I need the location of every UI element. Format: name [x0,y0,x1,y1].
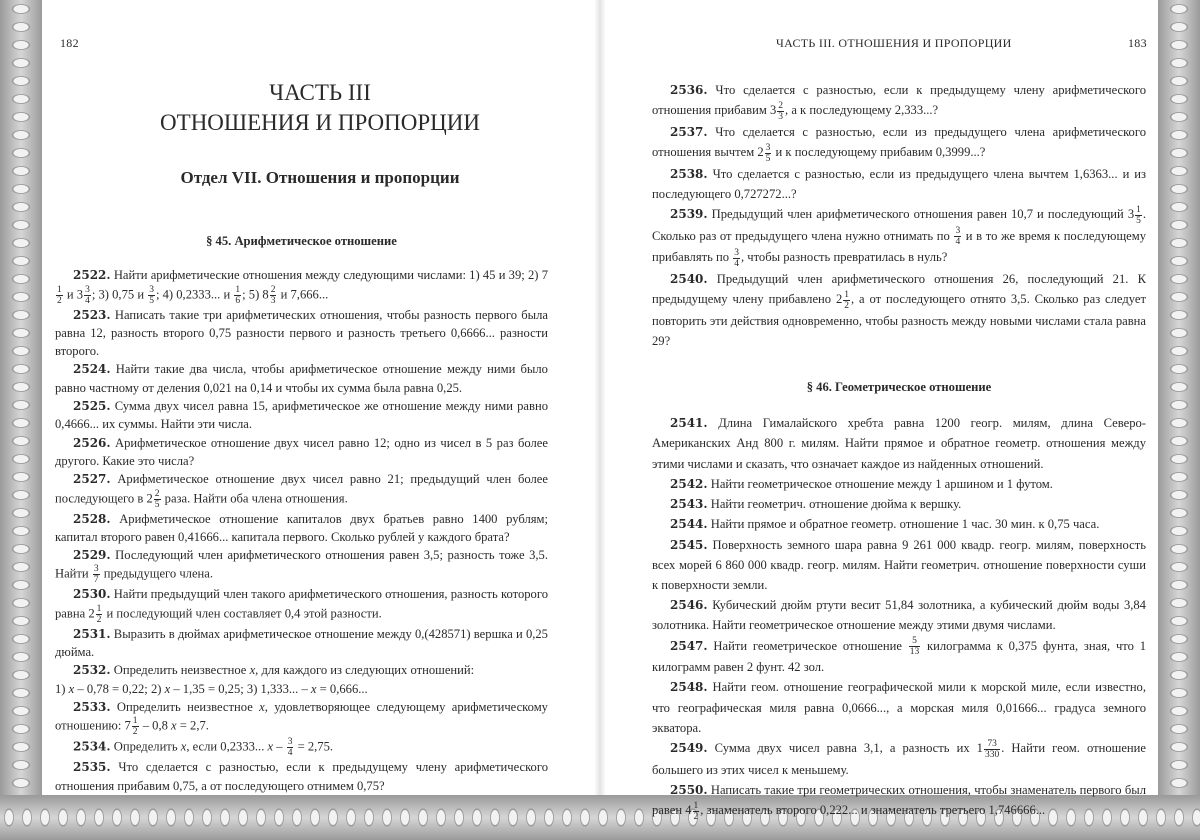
section-heading: § 45. Арифметическое отношение [206,234,397,248]
problem-number: 2538. [670,166,708,181]
problem-text: . Сколько раз от предыдущего члена нужно отнимать по [652,207,1147,243]
problem-text: , если 0,2333... [186,739,268,754]
problem-text: раза. Найти оба члена отношения. [161,490,348,505]
problem-text: – 0,8 [139,718,172,733]
problem [652,164,1146,204]
problem-text: Арифметическое отношение капиталов двух братьев равно 1400 рублям; капитал второго равен 0,41666... капитала первого. Сколько рублей у каждого брата? [55,511,548,544]
problem-number: 2537. [670,124,708,139]
problem [652,514,1146,534]
fraction-whole: 2 [88,606,95,621]
problem-text: Арифметическое отношение двух чисел равно 21; предыдущий член более последующего в [55,472,548,505]
problem [652,413,1146,474]
problem-text: Поверхность земного шара равна 9 261 000 квадр. геогр. милям, поверхность всех морей 6 860 000 квадр. геогр. милям. Найти геометрич. отношение поверхности суши к поверхности земли. [652,537,1146,592]
fraction-denominator: 5 [149,295,154,306]
fraction-numerator: 3 [93,564,99,575]
problem-text: – [273,739,286,754]
part-title: ЧАСТЬ III [269,80,371,105]
fraction-whole: 7 [124,718,131,733]
problem [55,625,548,662]
fraction-numerator: 3 [734,247,739,258]
right-text-column [652,80,1146,822]
fraction [270,285,277,306]
problem [652,535,1146,596]
section-heading: § 46. Геометрическое отношение [806,380,992,395]
problem-number: 2540. [670,271,708,286]
problem-number: 2546. [670,598,708,613]
fraction [84,285,91,306]
problem-number: 2547. [670,638,708,653]
fraction [1135,205,1142,226]
problem-number: 2525. [73,399,111,414]
fraction-numerator: 2 [270,284,276,295]
problem-text: килограмма к 0,375 фунта, зная, что 1 килограмм равен 2 фунт. 42 зол. [652,638,1147,675]
part-subtitle: ОТНОШЕНИЯ И ПРОПОРЦИИ [160,110,480,135]
fraction-denominator: 5 [154,499,160,510]
problem-text: Сумма двух чисел равна 15, арифметическое же отношение между ними равно 0,4666... их суммы. Найти эти числа. [55,399,548,432]
problem-text: , удовлетворяющее следующему арифметическому отношению: [55,699,548,733]
problem [652,80,1146,122]
problem-text: Длина Гималайского хребта равна 1200 геогр. милям, длина Северо-Американских Анд 800 г. милям. Найти прямое и обратное геометр. отношения между этими числами и сказать, что означает каждое из найденных отношений. [652,416,1146,471]
problem-text: и к последующему прибавим 0,3999...? [772,145,986,160]
problem-number: 2550. [670,782,708,797]
variable: x [259,699,265,714]
fraction-numerator: 3 [765,142,771,153]
fraction-whole: 3 [1127,207,1135,222]
problem-text: = 2,7. [176,718,209,733]
fraction-numerator: 1 [1136,204,1141,215]
division-title: Отдел VII. Отношения и пропорции [180,168,460,187]
fraction-denominator: 330 [984,749,1000,760]
problem-text: Кубический дюйм ртути весит 51,84 золотника, а кубический дюйм воды 3,84 золотника. Найти геометрическое отношение между этими двумя числами. [652,598,1146,633]
problem-number: 2528. [73,511,111,526]
fraction-denominator: 2 [96,614,102,625]
problem-number: 2530. [73,587,111,602]
fraction [909,636,921,657]
variable: x [180,739,187,754]
problem [55,546,548,585]
problem-number: 2536. [670,83,708,97]
fraction [154,489,161,510]
fraction [777,101,784,122]
problem-text: , а от последующего отнято 3,5. Сколько раз следует повторить эти действия одновременно, чтобы разность между новыми числами стала равна 29? [652,292,1146,348]
fraction [56,285,63,306]
fraction [733,248,740,269]
fraction-whole: 1 [976,740,983,755]
problem [652,494,1146,514]
problem-text: предыдущего члена. [100,566,214,581]
fraction-numerator: 1 [96,603,102,614]
problem-text: Написать такие три арифметических отношения, чтобы разность первого была равна 12, разность второго 0,75 разности первого и разность третьего 0,6666... разности второго. [55,307,549,359]
problem-text: Написать такие три геометрических отношения, чтобы знаменатель первого был равен [652,782,1146,817]
problem [55,758,548,795]
problem-number: 2545. [670,537,708,552]
fraction [93,564,100,585]
problem-text: Найти предыдущий член такого арифметического отношения, разность которого равна [55,587,548,621]
problem-number: 2543. [670,497,708,512]
page-number-right: 183 [1128,36,1147,50]
fraction [96,604,103,625]
problem [55,470,548,509]
problem-number: 2544. [670,517,708,532]
problem-text: – 0,78 = 0,22; 2) [74,681,165,696]
fraction-denominator: 13 [909,647,920,658]
decorative-border-right [1158,0,1200,840]
fraction-denominator: 2 [132,727,138,738]
problem-number: 2533. [73,699,111,714]
problem [652,474,1146,494]
problem-text: Определить неизвестное [116,699,260,714]
fraction-denominator: 2 [693,811,699,822]
fraction-denominator: 4 [85,295,90,306]
problem [55,661,548,698]
fraction-whole: 3 [769,103,777,118]
problem-number: 2529. [73,548,111,563]
decorative-border-left [0,0,42,840]
problem-number: 2532. [73,663,111,678]
problem [652,738,1146,780]
problem [55,397,548,434]
fraction-denominator: 2 [844,300,850,311]
problem-text: Определить неизвестное [113,663,250,678]
fraction-denominator: 5 [765,153,771,164]
fraction-whole: 7 [541,268,548,283]
problem-text: Что сделается с разностью, если к предыдущему члену арифметического отношения прибавим 0,75, а от последующего отнимем 0,75? [55,760,548,793]
problem [55,306,548,361]
fraction-numerator: 73 [984,739,1000,750]
problem-text: = 0,666... [316,681,368,696]
fraction-denominator: 4 [955,237,961,248]
problem-text: ; 4) 0,2333... и [155,286,234,301]
problem-text: – 1,35 = 0,25; 3) 1,333... – [170,681,311,696]
fraction-denominator: 3 [778,111,784,122]
problem-number: 2542. [670,476,708,491]
problem-text: , для каждого из следующих отношений: [255,663,475,678]
problem-text: Что сделается с разностью, если к предыдущему члену арифметического отношения прибавим [652,83,1146,118]
problem-text: , знаменатель второго 0,222... и знаменатель третьего 1,746666... [700,802,1046,817]
problem-text: ; 5) [242,286,263,301]
fraction-numerator: 1 [693,800,699,811]
fraction [693,801,700,822]
problem-text: Найти геом. отношение географической мили к морской миле, если известно, что географическая миля равна 0,0666..., а морская миля 0,01666... градуса земного экватора. [652,680,1147,735]
problem-number: 2534. [73,739,111,754]
problem-text: Найти геометрич. отношение дюйма к вершку. [710,497,962,512]
problem-number: 2539. [670,207,708,222]
fraction-whole: 3 [76,286,84,301]
problem-text: Что сделается с разностью, если из предыдущего члена вычтем 1,6363... и из последующего 0,727272...? [652,166,1146,201]
fraction-numerator: 3 [149,284,154,295]
problem-text: и [63,286,77,301]
problem [652,636,1146,678]
variable: x [164,681,171,696]
problem-text: и в то же время к последующему прибавлять по [652,228,1147,265]
problem-number: 2541. [670,416,708,431]
problem-text: Найти такие два числа, чтобы арифметическое отношение между ними было равно частному от деления 0,021 на 0,14 и чтобы их сумма была равна 0,25. [55,362,548,395]
problem-number: 2523. [73,307,111,322]
fraction-numerator: 2 [778,100,784,111]
problem [55,510,548,547]
problem-text: Предыдущий член арифметического отношения 26, последующий 21. К предыдущему члену прибавлено [652,271,1146,307]
problem [55,585,548,624]
fraction [234,285,241,306]
problem-number: 2524. [73,362,111,377]
fraction [148,285,155,306]
problem-text: Определить [113,739,181,754]
problem [55,266,548,305]
fraction [843,290,850,311]
fraction-numerator: 5 [909,636,921,647]
problem [652,204,1146,269]
problem-number: 2527. [73,472,111,487]
problem-text: Сумма двух чисел равна 3,1, а разность их [714,740,977,755]
problem-text: . Найти геом. отношение большего из этих чисел к меньшему. [652,740,1146,777]
fraction-denominator: 4 [734,258,739,269]
problem [652,595,1146,635]
fraction-whole: 2 [146,490,153,505]
problem-text: Найти геометрическое отношение [713,638,908,653]
left-text-column [55,232,548,795]
page-number-left: 182 [60,36,79,50]
problem [55,698,548,737]
problem [652,269,1146,351]
problem-text: Арифметическое отношение двух чисел равно 12; одно из чисел в 5 раз более другого. Какие это числа? [55,435,548,468]
fraction-numerator: 1 [235,284,241,295]
fraction-numerator: 1 [132,716,138,727]
problem [55,360,548,397]
fraction [954,226,961,247]
fraction-denominator: 6 [235,295,241,306]
fraction-denominator: 5 [1136,215,1141,226]
problem-text: Найти геометрическое отношение между 1 аршином и 1 футом. [710,476,1053,491]
problem [55,737,548,758]
problem-text: Что сделается с разностью, если из предыдущего члена арифметического отношения вычтем [652,124,1146,160]
problem-number: 2522. [73,268,111,283]
fraction-whole: 8 [262,286,269,301]
fraction-whole: 4 [685,802,692,817]
fraction-denominator: 3 [270,295,276,306]
problem-text: и 7,666... [277,286,329,301]
fraction-whole: 2 [835,292,843,307]
problem-text: Найти прямое и обратное геометр. отношение 1 час. 30 мин. к 0,75 часа. [710,517,1100,532]
variable: x [68,681,75,696]
running-head: ЧАСТЬ III. ОТНОШЕНИЯ И ПРОПОРЦИИ [776,36,1012,50]
problem-text: 1) [55,681,69,696]
fraction-numerator: 3 [955,226,961,237]
fraction-denominator: 4 [287,748,293,759]
problem-text: ; 3) 0,75 и [91,286,148,301]
fraction [984,739,1000,760]
fraction-numerator: 1 [844,289,850,300]
problem-text: = 2,75. [294,739,334,754]
problem [652,780,1146,822]
variable: x [249,663,256,678]
problem-number: 2549. [670,740,708,755]
fraction-numerator: 2 [154,488,160,499]
problem [652,122,1146,164]
problem-number: 2548. [670,680,708,695]
problem-text: Последующий член арифметического отношения равен 3,5; разность тоже 3,5. Найти [55,548,548,581]
fraction [287,737,294,758]
problem-number: 2531. [73,626,111,641]
problem [55,434,548,471]
fraction [765,143,772,164]
problem-text: , чтобы разность превратилась в нуль? [740,250,948,265]
variable: x [310,681,317,696]
fraction-numerator: 1 [57,284,62,295]
fraction-numerator: 3 [287,737,293,748]
problem-text: Выразить в дюймах арифметическое отношение между 0,(428571) вершка и 0,25 дюйма. [55,626,548,660]
problem-text: и последующий член составляет 0,4 этой разности. [103,606,382,621]
problem-number: 2535. [73,760,111,775]
variable: x [267,739,274,754]
variable: x [171,718,177,733]
fraction [132,716,139,737]
problem-number: 2526. [73,435,111,450]
problem-text: Предыдущий член арифметического отношения равен 10,7 и последующий [711,207,1128,222]
problem [652,677,1146,738]
fraction-whole: 2 [757,145,764,160]
problem-text: , а к последующему 2,333...? [785,103,939,118]
fraction-denominator: 2 [57,295,62,306]
fraction-denominator: 7 [93,575,99,586]
problem-text: Найти арифметические отношения между следующими числами: 1) 45 и 39; 2) [113,268,542,283]
fraction-numerator: 3 [85,284,90,295]
